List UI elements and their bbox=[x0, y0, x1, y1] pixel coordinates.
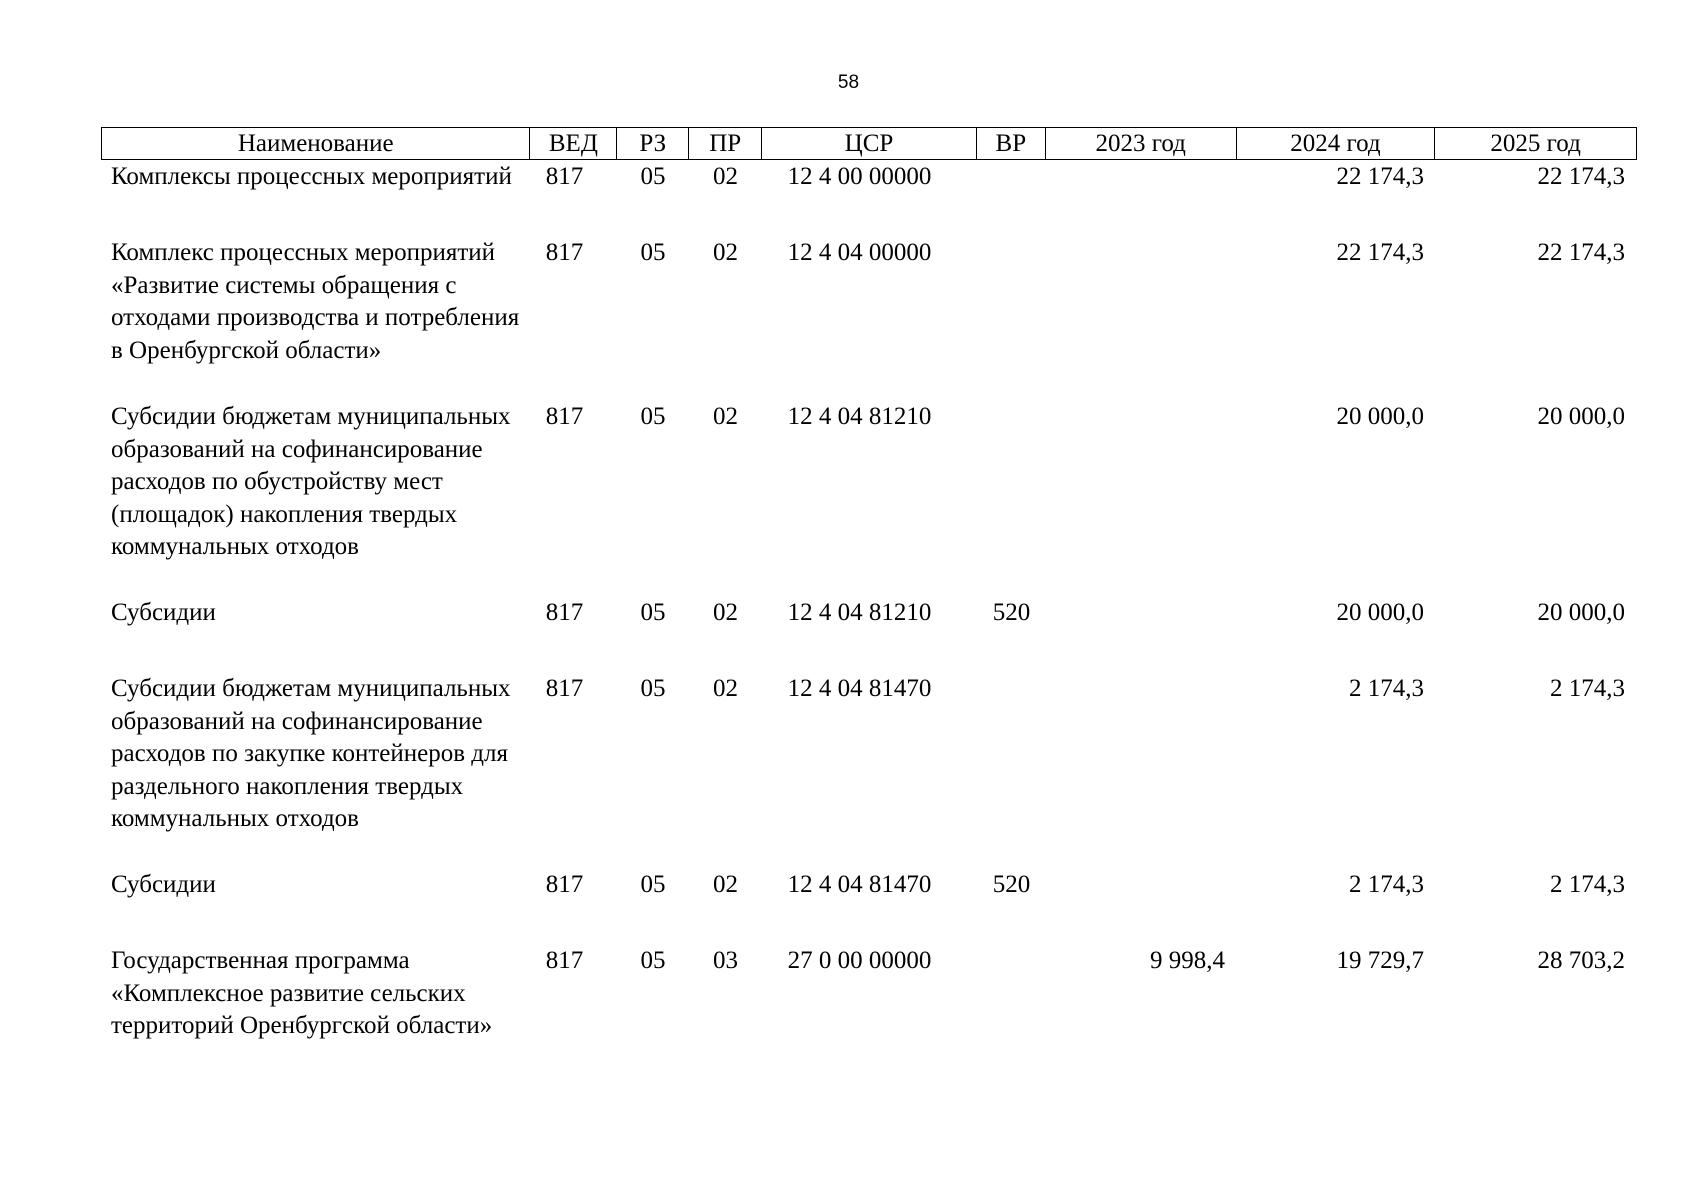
table-row bbox=[101, 945, 1637, 1043]
table-row bbox=[101, 237, 1637, 367]
header-csr: ЦСР bbox=[762, 128, 977, 159]
cell-ved: 817 bbox=[545, 947, 584, 974]
cell-2023 bbox=[1046, 401, 1237, 564]
cell-name: Субсидии бюджетам муниципальных образований на софинансирование расходов по обустройству мест (площадок) накопления твердых коммунальных отходов bbox=[111, 403, 511, 561]
header-name: Наименование bbox=[102, 128, 530, 159]
cell-pr: 02 bbox=[713, 599, 738, 626]
cell-csr: 12 4 04 81210 bbox=[787, 599, 932, 626]
cell-2023 bbox=[1046, 673, 1237, 836]
header-ved: ВЕД bbox=[530, 128, 617, 159]
cell-csr: 27 0 00 00000 bbox=[787, 947, 932, 974]
cell-name: Комплекс процессных мероприятий «Развитие системы обращения с отходами производства и потребления в Оренбургской области» bbox=[111, 239, 520, 364]
cell-rz: 05 bbox=[640, 599, 666, 626]
cell-2024: 20 000,0 bbox=[1336, 599, 1424, 626]
cell-pr: 03 bbox=[713, 947, 738, 974]
cell-2024: 22 174,3 bbox=[1336, 239, 1424, 266]
table-header bbox=[101, 127, 1637, 160]
cell-2023 bbox=[1046, 597, 1237, 630]
cell-2024: 2 174,3 bbox=[1349, 675, 1424, 702]
cell-vr: 520 bbox=[992, 599, 1031, 626]
cell-vr bbox=[977, 673, 1046, 836]
cell-2025: 20 000,0 bbox=[1537, 403, 1625, 430]
cell-2025: 2 174,3 bbox=[1550, 675, 1625, 702]
cell-2025: 20 000,0 bbox=[1537, 599, 1625, 626]
cell-ved: 817 bbox=[545, 403, 584, 430]
cell-pr: 02 bbox=[713, 871, 738, 898]
cell-name: Субсидии bbox=[111, 871, 216, 898]
cell-rz: 05 bbox=[640, 163, 666, 190]
header-rz: РЗ bbox=[617, 128, 689, 159]
cell-rz: 05 bbox=[640, 675, 666, 702]
cell-vr bbox=[977, 237, 1046, 367]
cell-name: Субсидии бюджетам муниципальных образований на софинансирование расходов по закупке контейнеров для раздельного накопления твердых коммунальных отходов bbox=[111, 675, 511, 833]
table-row bbox=[101, 869, 1637, 902]
header-2023: 2023 год bbox=[1046, 128, 1237, 159]
cell-ved: 817 bbox=[545, 163, 584, 190]
cell-2024: 22 174,3 bbox=[1336, 163, 1424, 190]
page-number: 58 bbox=[837, 72, 860, 93]
table-row bbox=[101, 597, 1637, 630]
cell-rz: 05 bbox=[640, 947, 666, 974]
cell-pr: 02 bbox=[713, 163, 738, 190]
cell-csr: 12 4 00 00000 bbox=[787, 163, 932, 190]
cell-ved: 817 bbox=[545, 871, 584, 898]
header-pr: ПР bbox=[689, 128, 762, 159]
header-2024: 2024 год bbox=[1237, 128, 1436, 159]
cell-2024: 2 174,3 bbox=[1349, 871, 1424, 898]
cell-pr: 02 bbox=[713, 239, 738, 266]
cell-csr: 12 4 04 81470 bbox=[787, 871, 932, 898]
cell-ved: 817 bbox=[545, 239, 584, 266]
cell-2024: 19 729,7 bbox=[1336, 947, 1424, 974]
cell-csr: 12 4 04 81210 bbox=[787, 403, 932, 430]
cell-2023 bbox=[1046, 237, 1237, 367]
cell-csr: 12 4 04 00000 bbox=[787, 239, 932, 266]
cell-vr bbox=[977, 161, 1046, 194]
cell-ved: 817 bbox=[545, 675, 584, 702]
header-vr: ВР bbox=[977, 128, 1046, 159]
cell-name: Субсидии bbox=[111, 599, 216, 626]
cell-ved: 817 bbox=[545, 599, 584, 626]
cell-2025: 22 174,3 bbox=[1537, 239, 1625, 266]
cell-csr: 12 4 04 81470 bbox=[787, 675, 932, 702]
cell-2023 bbox=[1046, 161, 1237, 194]
cell-2023 bbox=[1046, 869, 1237, 902]
cell-rz: 05 bbox=[640, 871, 666, 898]
cell-2024: 20 000,0 bbox=[1336, 403, 1424, 430]
cell-2025: 28 703,2 bbox=[1537, 947, 1625, 974]
cell-name: Комплексы процессных мероприятий bbox=[111, 163, 512, 190]
header-2025: 2025 год bbox=[1490, 130, 1581, 157]
cell-vr: 520 bbox=[992, 871, 1031, 898]
table-row bbox=[101, 673, 1637, 836]
table-row bbox=[101, 401, 1637, 564]
cell-2023: 9 998,4 bbox=[1150, 947, 1225, 974]
table-row bbox=[101, 161, 1637, 194]
cell-name: Государственная программа «Комплексное развитие сельских территорий Оренбургской области» bbox=[111, 947, 493, 1040]
cell-rz: 05 bbox=[640, 239, 666, 266]
cell-pr: 02 bbox=[713, 675, 738, 702]
cell-rz: 05 bbox=[640, 403, 666, 430]
cell-2025: 2 174,3 bbox=[1550, 871, 1625, 898]
cell-vr bbox=[977, 945, 1046, 1043]
cell-2025: 22 174,3 bbox=[1537, 163, 1625, 190]
cell-pr: 02 bbox=[713, 403, 738, 430]
cell-vr bbox=[977, 401, 1046, 564]
